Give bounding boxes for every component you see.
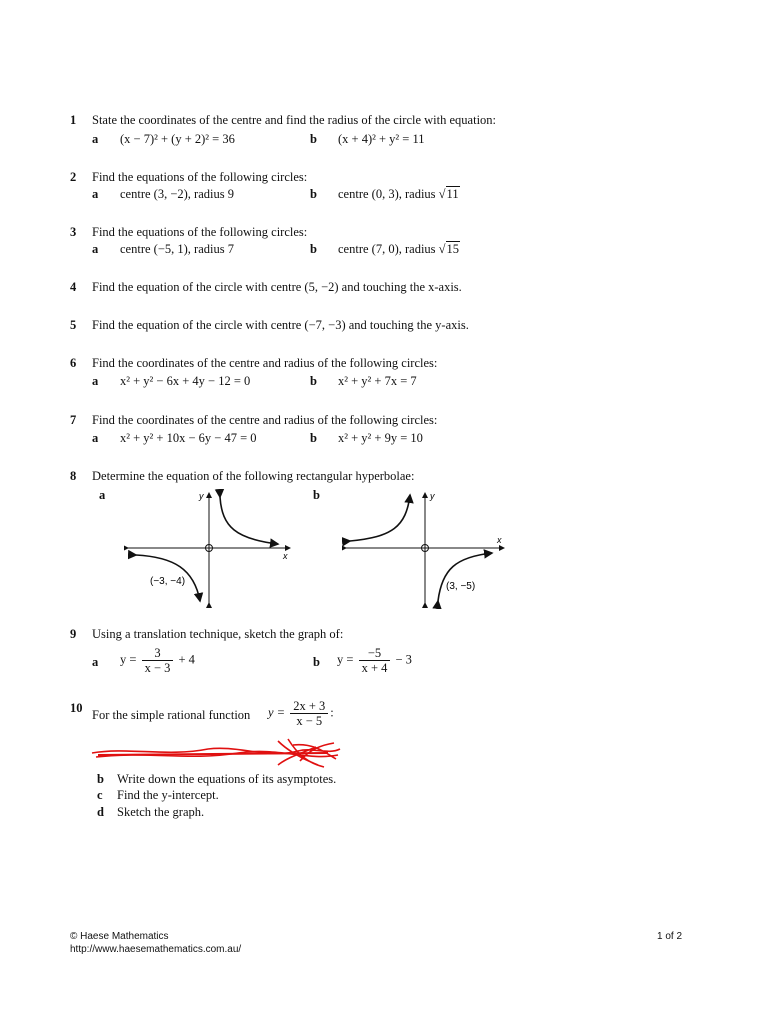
question-number: 10 xyxy=(70,701,83,715)
equation: (x − 7)² + (y + 2)² = 36 xyxy=(120,132,235,146)
question-number: 4 xyxy=(70,280,77,294)
x-axis-label: x xyxy=(283,551,288,561)
hyperbola-graph-a xyxy=(124,489,304,609)
question-number: 2 xyxy=(70,170,77,184)
question-number: 1 xyxy=(70,113,77,127)
question-number: 6 xyxy=(70,356,77,370)
question-text: Find the coordinates of the centre and radius of the following circles: xyxy=(92,356,438,370)
question-number: 5 xyxy=(70,318,77,332)
question-text: Find the equations of the following circles: xyxy=(92,225,308,239)
point-label: (−3, −4) xyxy=(150,576,186,587)
question-text: Find the equation of the circle with centre (5, −2) and touching the x-axis. xyxy=(92,280,462,294)
question-number: 8 xyxy=(70,469,77,483)
square-root: 11 xyxy=(446,187,459,201)
footer-copyright: © Haese Mathematics xyxy=(70,931,169,942)
question-text: Find the coordinates of the centre and radius of the following circles: xyxy=(92,413,438,427)
hyperbola-branch-lower xyxy=(438,553,492,601)
y-axis-label: y xyxy=(199,491,204,501)
point-label: (3, −5) xyxy=(446,581,476,592)
hyperbola-branch-upper xyxy=(220,497,278,544)
fraction: $\frac{2x + 3}{x - 5}$ xyxy=(290,699,328,728)
question-text: Determine the equation of the following rectangular hyperbolae: xyxy=(92,469,415,483)
y-axis-label: y xyxy=(430,491,435,501)
page-number: 1 of 2 xyxy=(657,931,683,942)
square-root: 15 xyxy=(446,242,460,256)
hyperbola-graph-b xyxy=(342,489,522,609)
red-scribble xyxy=(88,737,348,769)
fraction: $\frac{3}{x - 3}$ xyxy=(142,646,174,675)
hyperbola-branch-upper xyxy=(350,495,410,541)
question-text: Find the equation of the circle with centre (−7, −3) and touching the y-axis. xyxy=(92,318,469,332)
footer-url[interactable]: http://www.haesemathematics.com.au/ xyxy=(70,944,242,955)
question-text: State the coordinates of the centre and find the radius of the circle with equation: xyxy=(92,113,497,127)
x-axis-label: x xyxy=(497,535,502,545)
question-number: 3 xyxy=(70,225,77,239)
question-text: Find the equations of the following circles: xyxy=(92,170,308,184)
question-number: 7 xyxy=(70,413,77,427)
fraction: $\frac{-5}{x + 4}$ xyxy=(359,646,391,675)
equation: (x + 4)² + y² = 11 xyxy=(338,132,425,146)
question-number: 9 xyxy=(70,627,77,641)
question-text: Using a translation technique, sketch the graph of: xyxy=(92,627,344,641)
